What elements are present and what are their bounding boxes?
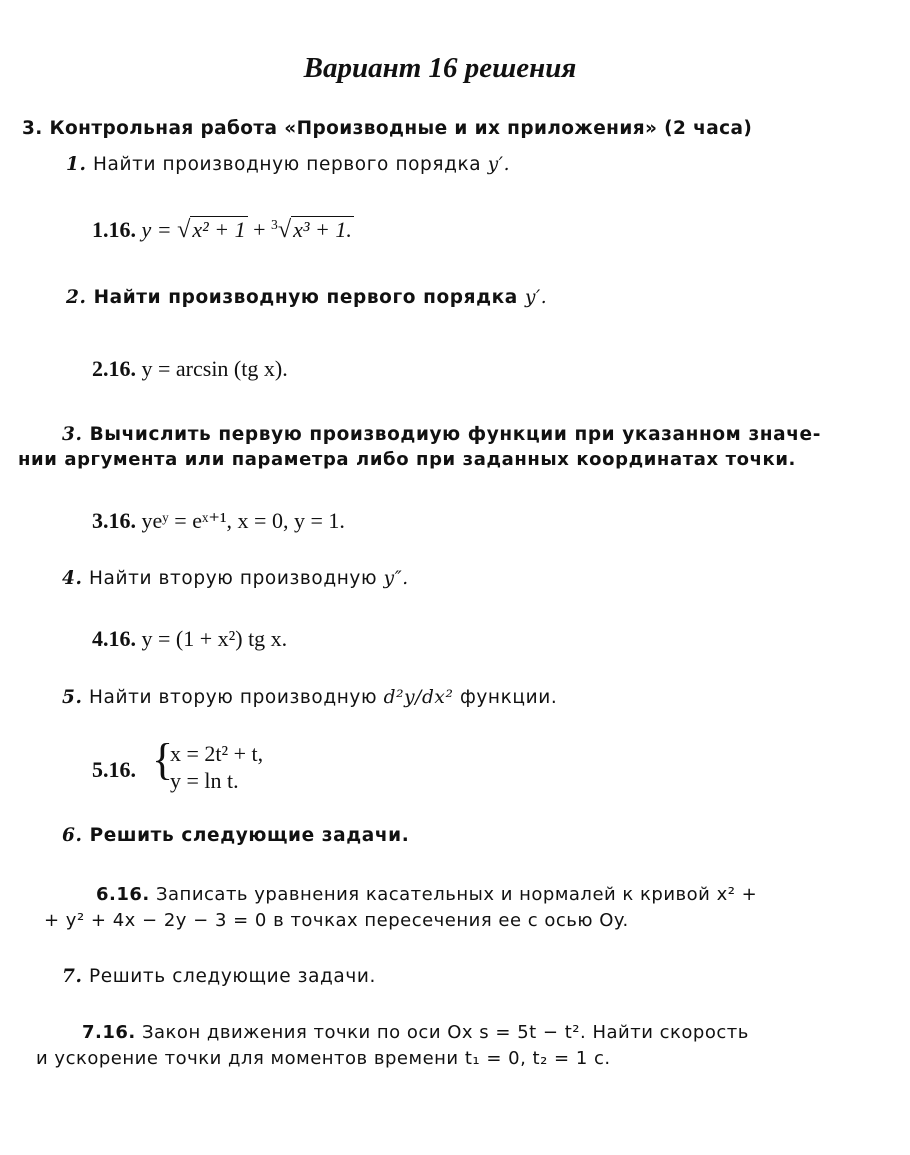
problem-3-16-expr: yeʸ = eˣ⁺¹, x = 0, y = 1. [141, 508, 345, 533]
task-7-text: Решить следующие задачи. [89, 966, 376, 987]
task-2-var: y′. [524, 287, 548, 308]
system-brace: { [152, 735, 174, 784]
task-5 [62, 687, 557, 708]
problem-3-16-label: 3.16. [92, 508, 136, 533]
problem-1-16-root-index: 3 [271, 216, 278, 232]
task-1-var: y′. [487, 154, 511, 175]
problem-5-16-label-wrap [92, 757, 136, 783]
task-5-number: 5. [62, 687, 83, 708]
problem-4-16-expr: y = (1 + x²) tg x. [141, 626, 288, 651]
sqrt-symbol: √ [177, 216, 191, 243]
task-4-text: Найти вторую производную [89, 568, 378, 589]
problem-5-16-eq-1: x = 2t² + t, [170, 741, 264, 766]
page-title: Вариант 16 решения [303, 52, 577, 84]
problem-2-16-expr: y = arcsin (tg x). [141, 356, 288, 381]
problem-2-16-label: 2.16. [92, 356, 136, 381]
problem-1-16-radicand-1: x² + 1 [192, 217, 246, 242]
task-1-number: 1. [66, 154, 87, 175]
task-4-number: 4. [62, 568, 83, 589]
problem-7-16-label: 7.16. [82, 1022, 136, 1043]
task-4 [62, 568, 409, 589]
problem-6-16-label: 6.16. [96, 884, 150, 905]
problem-6-16-line-1 [96, 884, 757, 905]
task-7-number: 7. [62, 966, 83, 987]
task-6 [62, 825, 409, 846]
problem-1-16-lhs: y = [141, 217, 172, 242]
problem-5-16-label: 5.16. [92, 757, 136, 782]
problem-7-16-text-1: Закон движения точки по оси Ox s = 5t − t². Найти скорость [141, 1022, 749, 1043]
task-7 [62, 966, 376, 987]
section-heading: 3. Контрольная работа «Производные и их приложения» (2 часа) [22, 118, 753, 139]
problem-5-16-eq-2: y = ln t. [170, 768, 239, 793]
task-4-var: y″. [383, 568, 409, 589]
task-2-text: Найти производную первого порядка [93, 287, 518, 308]
task-3-number: 3. [62, 424, 83, 445]
task-5-suffix: функции. [459, 687, 558, 708]
problem-7-16-line-1 [82, 1022, 749, 1043]
problem-1-16 [92, 216, 354, 244]
problem-4-16 [92, 626, 287, 652]
problem-7-16-line-2: и ускорение точки для моментов времени t₁ = 0, t₂ = 1 с. [36, 1048, 611, 1069]
cube-root-symbol: √ [277, 216, 292, 243]
problem-1-16-radicand-2: x³ + 1. [293, 217, 352, 242]
problem-2-16 [92, 356, 288, 382]
task-2 [66, 287, 547, 308]
task-3-text-1: Вычислить первую производиую функции при указанном значе- [89, 424, 821, 445]
task-5-var: d²y/dx² [383, 687, 454, 708]
task-1 [66, 154, 510, 175]
problem-5-16-system [170, 740, 263, 794]
problem-6-16-line-2: + y² + 4x − 2y − 3 = 0 в точках пересечения ее с осью Oy. [44, 910, 629, 931]
task-1-text: Найти производную первого порядка [93, 154, 482, 175]
problem-6-16-text-1: Записать уравнения касательных и нормалей к кривой x² + [155, 884, 758, 905]
problem-4-16-label: 4.16. [92, 626, 136, 651]
task-6-number: 6. [62, 825, 83, 846]
task-2-number: 2. [66, 287, 87, 308]
task-6-text: Решить следующие задачи. [89, 825, 410, 846]
problem-1-16-plus: + [253, 217, 266, 242]
problem-1-16-label: 1.16. [92, 217, 136, 242]
task-3-line-2: нии аргумента или параметра либо при заданных координатах точки. [18, 449, 796, 470]
problem-3-16 [92, 508, 345, 534]
task-5-text: Найти вторую производную [89, 687, 378, 708]
task-3-line-1 [62, 424, 821, 445]
